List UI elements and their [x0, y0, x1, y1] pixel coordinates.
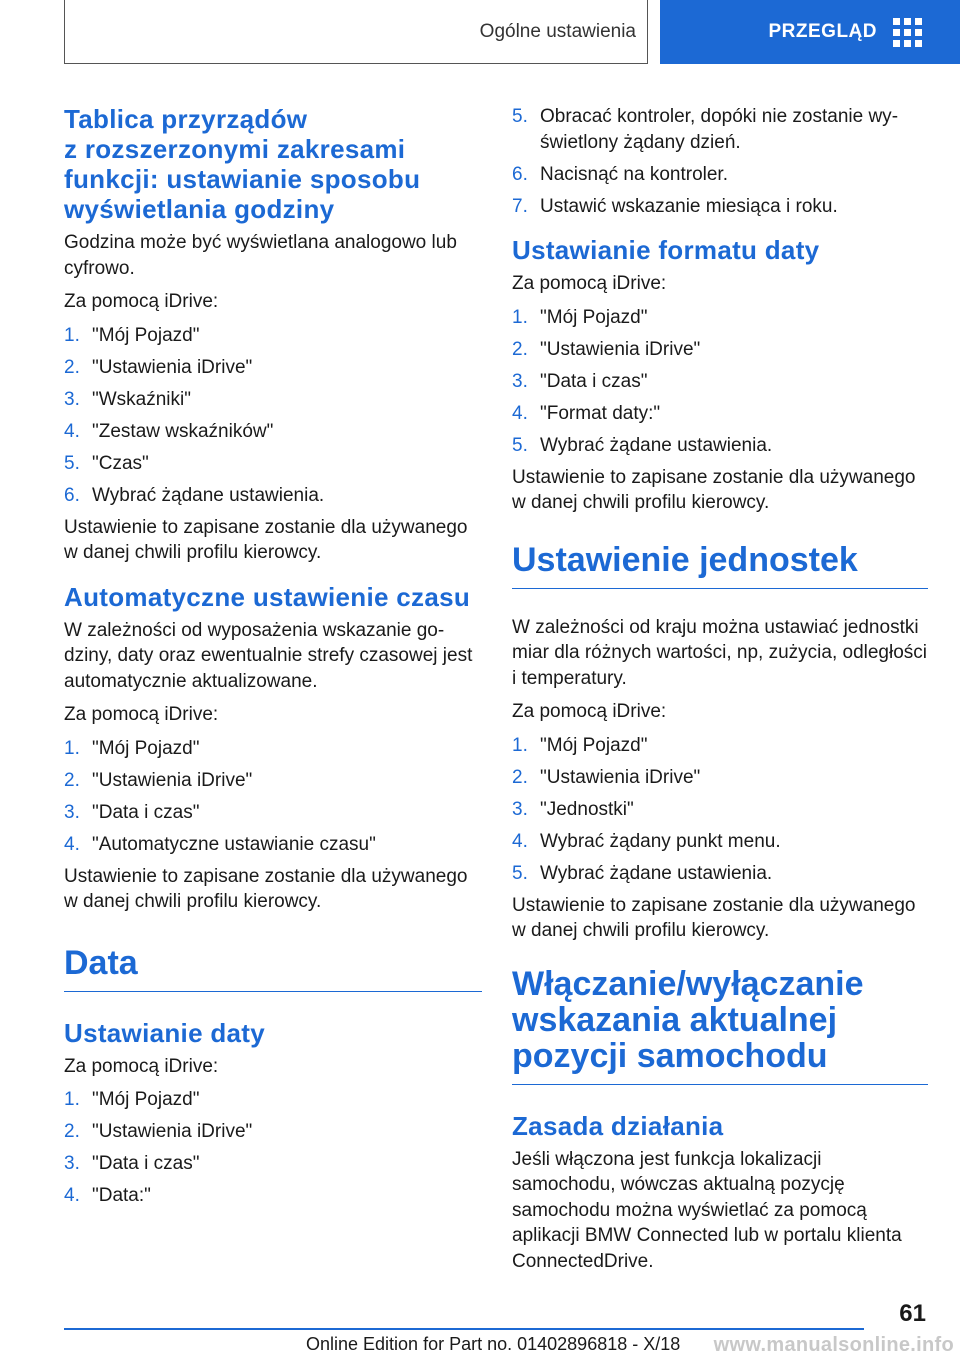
list-item: 4. Wybrać żądany punkt menu.: [512, 830, 781, 852]
right-column: [512, 104, 928, 1282]
watermark: www.manualsonline.info: [713, 1334, 954, 1356]
date-chapter-heading: Data: [64, 945, 482, 992]
note: Ustawienie to zapisane zostanie dla używanego w danej chwili profilu kierowcy.: [512, 466, 916, 513]
list-item: 1. "Mój Pojazd": [64, 737, 200, 759]
list-item: 1. "Mój Pojazd": [64, 1089, 200, 1110]
list-item: 6. Nacisnąć na kontroler.: [512, 163, 728, 185]
list-item: 1. "Mój Pojazd": [512, 306, 648, 328]
units-chapter-heading: Ustawienie jednostek: [512, 542, 928, 589]
clock-display-heading: Tablica przyrządów z rozszerzonymi zakresami funkcji: ustawianie sposobu wyświetlania godziny: [64, 104, 421, 224]
overview-button[interactable]: [660, 0, 960, 64]
left-column: [64, 104, 482, 1215]
list-item: 5. Obracać kontroler, dopóki nie zostanie wyświetlony żądany dzień.: [512, 106, 899, 153]
steps-list: [64, 736, 482, 858]
list-item: 2. "Ustawienia iDrive": [512, 766, 701, 788]
list-item: 1. "Mój Pojazd": [512, 734, 648, 756]
grid-icon: [893, 18, 922, 47]
list-item: 6. Wybrać żądane ustawienia.: [64, 484, 325, 506]
list-item: 2. "Ustawienia iDrive": [64, 1121, 253, 1142]
list-item: 4. "Automatyczne ustawianie czasu": [64, 833, 376, 855]
steps-list: [512, 104, 928, 219]
list-item: 2. "Ustawienia iDrive": [512, 338, 701, 360]
paragraph: W zależności od kraju można ustawiać jednostki miar dla różnych wartości, np, zużycia, odległości i temperatury.: [512, 616, 928, 689]
principle-heading: Zasada działania: [512, 1110, 724, 1141]
paragraph: Za pomocą iDrive:: [512, 701, 667, 722]
date-format-heading: Ustawianie formatu daty: [512, 235, 820, 265]
auto-time-heading: Automatyczne ustawienie czasu: [64, 581, 471, 612]
paragraph: Jeśli włączona jest funkcja lokalizacji samochodu, wówczas aktualną pozycję samochodu można wyświetlać za pomocą aplikacji BMW Connected lub w portalu klienta ConnectedDrive.: [512, 1148, 902, 1272]
steps-list: [64, 323, 482, 509]
list-item: 5. Wybrać żądane ustawienia.: [512, 862, 773, 884]
list-item: 5. Wybrać żądane ustawienia.: [512, 434, 773, 456]
vehicle-position-chapter-heading: Włączanie/wyłączanie wskazania aktualnej pozycji samochodu: [512, 966, 928, 1085]
steps-list: [512, 305, 928, 459]
note: Ustawienie to zapisane zostanie dla używanego w danej chwili profilu kierowcy.: [64, 865, 468, 912]
paragraph: Za pomocą iDrive:: [64, 704, 219, 725]
steps-list: [512, 733, 928, 887]
paragraph: Za pomocą iDrive:: [64, 291, 219, 312]
list-item: 2. "Ustawienia iDrive": [64, 769, 253, 791]
footer-divider: [64, 1328, 864, 1330]
list-item: 7. Ustawić wskazanie miesiąca i roku.: [512, 195, 838, 217]
list-item: 4. "Data:": [64, 1185, 151, 1206]
set-date-heading: Ustawianie daty: [64, 1017, 266, 1048]
paragraph: Za pomocą iDrive:: [64, 1055, 219, 1077]
paragraph: Godzina może być wyświetlana analogowo lub cyfrowo.: [64, 232, 457, 279]
list-item: 5. "Czas": [64, 452, 149, 474]
list-item: 3. "Data i czas": [64, 1153, 200, 1174]
paragraph: W zależności od wyposażenia wskazanie godziny, daty oraz ewentualnie strefy czasowej jest automatycznie aktualizowane.: [64, 619, 473, 692]
list-item: 4. "Format daty:": [512, 402, 661, 424]
list-item: 3. "Jednostki": [512, 798, 634, 820]
list-item: 1. "Mój Pojazd": [64, 324, 200, 346]
page-number: 61: [899, 1300, 926, 1327]
note: Ustawienie to zapisane zostanie dla używanego w danej chwili profilu kierowcy.: [512, 894, 916, 941]
list-item: 3. "Data i czas": [64, 801, 200, 823]
note: Ustawienie to zapisane zostanie dla używanego w danej chwili profilu kierowcy.: [64, 516, 468, 563]
list-item: 3. "Data i czas": [512, 370, 648, 392]
overview-button-label: PRZEGLĄD: [768, 21, 877, 42]
steps-list: [64, 1087, 482, 1209]
paragraph: Za pomocą iDrive:: [512, 273, 667, 294]
list-item: 3. "Wskaźniki": [64, 388, 191, 410]
list-item: 2. "Ustawienia iDrive": [64, 356, 253, 378]
edition-text: Online Edition for Part no. 01402896818 - X/18: [306, 1334, 681, 1354]
list-item: 4. "Zestaw wskaźników": [64, 420, 274, 442]
section-title: Ogólne ustawienia: [479, 21, 636, 42]
